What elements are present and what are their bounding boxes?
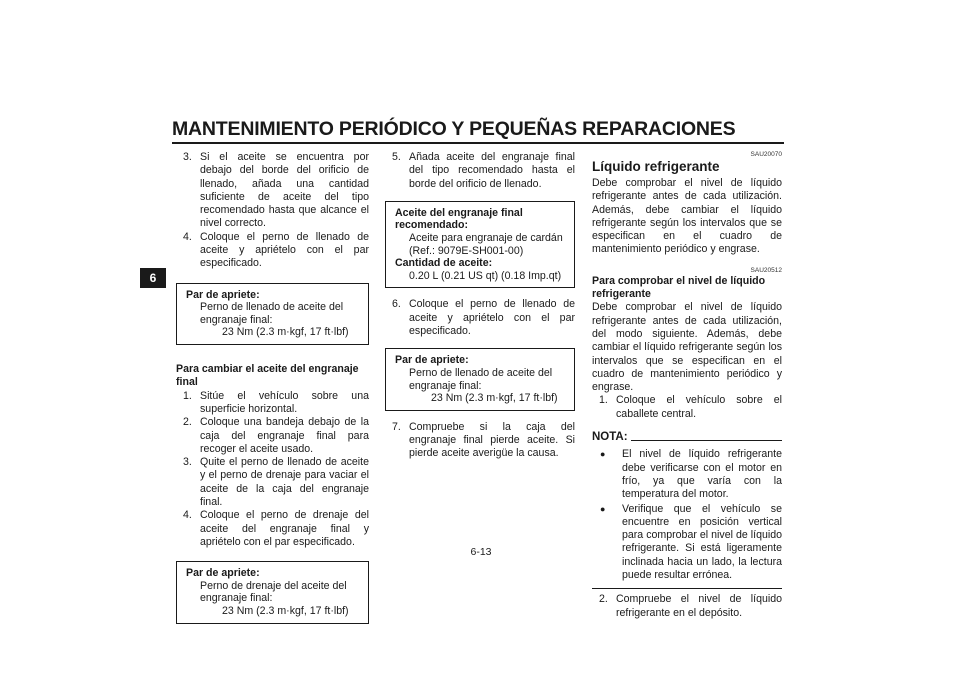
section-heading: Líquido refrigerante [592, 159, 720, 174]
page-title: MANTENIMIENTO PERIÓDICO Y PEQUEÑAS REPARACIONES [172, 118, 736, 140]
reference-code: SAU20070 [750, 151, 782, 158]
column-left [176, 151, 369, 632]
paragraph: Debe comprobar el nivel de líquido refrigerante antes de cada utilización, del modo siguiente. Además, debe cambiar el líquido refrigerante según los intervalos que se especifican en el cuadro de mantenimiento periódico y engrase. [592, 301, 782, 394]
note-bullet: ● El nivel de líquido refrigerante debe verificarse con el motor en frío, ya que varía con la temperatura del motor. [592, 448, 782, 501]
step-item: 6. Coloque el perno de llenado de aceite y apriételo con el par especificado. [392, 298, 575, 338]
step-item: 2. Coloque una bandeja debajo de la caja del engranaje final para recoger el aceite usado. [183, 416, 369, 455]
step-item: 2. Compruebe el nivel de líquido refrigerante en el depósito. [599, 593, 782, 619]
spec-box-torque-fill-bolt: Par de apriete: Perno de llenado de aceite del engranaje final: 23 Nm (2.3 m·kgf, 17 ft·lbf) [176, 283, 369, 345]
section-subheading: Para cambiar el aceite del engranaje final [176, 363, 359, 389]
spec-box-torque-drain-bolt: Par de apriete: Perno de drenaje del aceite del engranaje final: 23 Nm (2.3 m·kgf, 17 ft·lbf) [176, 561, 369, 623]
step-item: 3. Si el aceite se encuentra por debajo del borde del orificio de llenado, añada una cantidad suficiente de aceite del tipo recomendado hasta que alcance el nivel correcto. [183, 151, 369, 230]
note-rule [631, 440, 782, 441]
step-item: 1. Sitúe el vehículo sobre una superficie horizontal. [183, 389, 369, 415]
page-number: 6-13 [470, 546, 492, 558]
column-middle [385, 151, 575, 461]
paragraph: Debe comprobar el nivel de líquido refrigerante antes de cada utilización. Además, debe cambiar el líquido refrigerante según los intervalos que se especifican en el cuadro de mantenimiento periódico y engrase. [592, 177, 782, 256]
spec-box-torque-fill-bolt: Par de apriete: Perno de llenado de aceite del engranaje final: 23 Nm (2.3 m·kgf, 17 ft·lbf) [385, 348, 575, 410]
reference-code: SAU20512 [750, 266, 782, 274]
step-item: 3. Quite el perno de llenado de aceite y el perno de drenaje para vaciar el aceite de la caja del engranaje final. [183, 456, 369, 509]
step-item: 5. Añada aceite del engranaje final del tipo recomendado hasta el borde del orificio de llenado. [392, 151, 575, 190]
bullet-icon: ● [600, 503, 606, 514]
step-item: 7. Compruebe si la caja del engranaje final pierde aceite. Si pierde aceite averigüe la causa. [392, 420, 575, 460]
bullet-icon: ● [600, 449, 606, 460]
section-subheading: Para comprobar el nivel de líquido refrigerante [592, 274, 766, 301]
column-right [592, 151, 782, 620]
note-bullet: ● Verifique que el vehículo se encuentre en posición vertical para comprobar el nivel de líquido refrigerante. Si está ligeramente inclinada hacia un lado, la lectura puede resultar errónea. [592, 503, 782, 583]
title-rule [172, 142, 784, 144]
step-item: 1. Coloque el vehículo sobre el caballete central. [599, 394, 782, 420]
chapter-tab: 6 [140, 268, 166, 288]
step-item: 4. Coloque el perno de drenaje del aceite del engranaje final y apriételo con el par especificado. [183, 509, 369, 548]
note-header [592, 431, 782, 444]
spec-box-recommended-oil: Aceite del engranaje final recomendado: Aceite para engranaje de cardán (Ref.: 9079E-SH001-00) Cantidad de aceite: 0.20 L (0.21 US qt) (0.18 Imp.qt) [385, 201, 575, 289]
step-item: 4. Coloque el perno de llenado de aceite y apriételo con el par especificado. [183, 230, 369, 270]
note-label: NOTA: [592, 431, 628, 444]
note-end-rule [592, 588, 782, 589]
